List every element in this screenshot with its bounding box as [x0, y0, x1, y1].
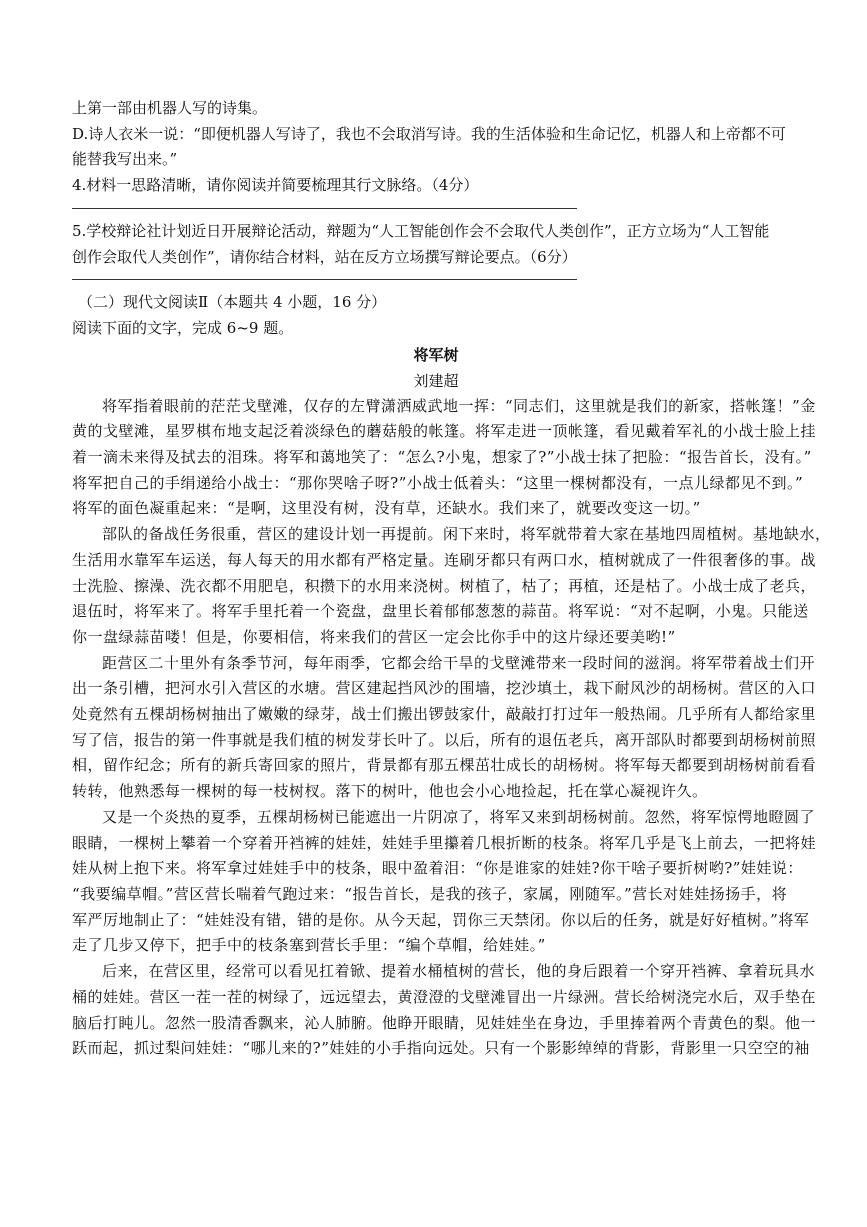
paragraph-line: 退伍时，将军来了。将军手里托着一个瓷盘，盘里长着郁郁葱葱的蒜苗。将军说：“对不起啊，小鬼。只能送 [72, 602, 809, 621]
question-4: 4.材料一思路清晰，请你阅读并简要梳理其行文脉络。（4分） [72, 176, 479, 195]
question-5-block [72, 219, 800, 270]
paragraph-line: 部队的备战任务很重，营区的建设计划一再提前。闲下来时，将军就带着大家在基地四周植树。基地缺水， [102, 525, 831, 544]
text-line: 能替我写出来。” [72, 150, 178, 169]
reading-instruction: 阅读下面的文字，完成 6~9 题。 [72, 318, 294, 337]
paragraph-line: 将军指着眼前的茫茫戈壁滩，仅存的左臂潇洒威武地一挥：“同志们，这里就是我们的新家，搭帐篷！”金 [102, 396, 816, 415]
paragraph-line: 你一盘绿蒜苗喽！但是，你要相信，将来我们的营区一定会比你手中的这片绿还要美哟!” [72, 627, 676, 646]
paragraph-line: 写了信，报告的第一件事就是我们植的树发芽长叶了。以后，所有的退伍老兵，离开部队时都要到胡杨树前照 [72, 730, 817, 749]
paragraph [72, 651, 817, 805]
paragraph-line: 将军的面色凝重起来：“是啊，这里没有树，没有草，还缺水。我们来了，就要改变这一切。” [72, 499, 701, 518]
text-line: 上第一部由机器人写的诗集。 [72, 99, 268, 117]
paragraph-line: 脑后打盹儿。忽然一股清香飘来，沁人肺腑。他睁开眼睛，见娃娃坐在身边，手里捧着两个青黄色的梨。他一 [72, 1013, 817, 1032]
question-5-line: 创作会取代人类创作”，请你结合材料，站在反方立场撰写辩论要点。（6分） [72, 247, 577, 266]
article-author: 刘建超 [413, 371, 459, 390]
paragraph [72, 394, 817, 523]
paragraph-line: 眼睛，一棵树上攀着一个穿着开裆裤的娃娃，娃娃手里攥着几根折断的枝条。将军几乎是飞上前去，一把将娃 [72, 833, 817, 852]
question-5-line: 5.学校辩论社计划近日开展辩论活动，辩题为“人工智能创作会不会取代人类创作”，正方立场为“人工智能 [72, 221, 770, 240]
paragraph-line: 走了几步又停下，把手中的枝条塞到营长手里：“编个草帽，给娃娃。” [72, 936, 546, 955]
paragraph-line: 士洗脸、擦澡、洗衣都不用肥皂，积攒下的水用来浇树。树植了，枯了；再植，还是枯了。小战士成了老兵， [72, 576, 817, 595]
paragraph-line: “我要编草帽。”营区营长喘着气跑过来：“报告首长，是我的孩子，家属，刚随军。”营长对娃娃扬扬手，将 [72, 884, 788, 903]
paragraph-line: 距营区二十里外有条季节河，每年雨季，它都会给干旱的戈壁滩带来一段时间的滋润。将军带着战士们开 [102, 653, 816, 672]
paragraph-line: 黄的戈壁滩，星罗棋布地支起泛着淡绿色的蘑菇般的帐篷。将军走进一顶帐篷，看见戴着军礼的小战士脸上挂 [72, 422, 817, 441]
paragraph-line: 跃而起，抓过梨问娃娃：“哪儿来的?”娃娃的小手指向远处。只有一个影影绰绰的背影，背影里一只空空的袖 [72, 1039, 810, 1058]
answer-line [72, 279, 577, 280]
paragraph-line: 处竟然有五棵胡杨树抽出了嫩嫩的绿芽，战士们搬出锣鼓家什，敲敲打打过年一般热闹。几乎所有人都给家里 [72, 705, 817, 724]
paragraph-line: 娃从树上抱下来。将军拿过娃娃手中的枝条，眼中盈着泪：“你是谁家的娃娃?你干啥子要折树哟?”娃娃说： [72, 859, 803, 878]
exam-page [72, 96, 831, 1062]
section-heading: （二）现代文阅读Ⅱ（本题共 4 小题，16 分） [78, 293, 387, 312]
top-text-block [72, 96, 800, 199]
paragraph-line: 又是一个炎热的夏季，五棵胡杨树已能遮出一片阴凉了，将军又来到胡杨树前。忽然，将军惊愕地瞪圆了 [102, 807, 816, 826]
paragraph-line: 将军把自己的手绢递给小战士：“那你哭啥子呀?”小战士低着头：“这里一棵树都没有，一点儿绿都见不到。” [72, 473, 804, 492]
paragraph-line: 后来，在营区里，经常可以看见扛着锨、提着水桶植树的营长，他的身后跟着一个穿开裆裤、拿着玩具水 [102, 962, 816, 981]
paragraph-line: 军严厉地制止了：“娃娃没有错，错的是你。从今天起，罚你三天禁闭。你以后的任务，就是好好植树。”将军 [72, 910, 810, 929]
text-line: D.诗人衣米一说：“即便机器人写诗了，我也不会取消写诗。我的生活体验和生命记忆，机器人和上帝都不可 [72, 124, 786, 143]
paragraph [72, 522, 831, 651]
article-title: 将军树 [413, 345, 459, 364]
paragraph-line: 桶的娃娃。营区一茬一茬的树绿了，远远望去，黄澄澄的戈壁滩冒出一片绿洲。营长给树浇完水后，双手垫在 [72, 987, 817, 1006]
paragraph-line: 着一滴未来得及拭去的泪珠。将军和蔼地笑了：“怎么?小鬼，想家了?”小战士抹了把脸：“报告首长，没有。” [72, 448, 812, 467]
paragraph [72, 805, 817, 959]
article-body [72, 394, 831, 1062]
paragraph-line: 生活用水靠军车运送，每人每天的用水都有严格定量。连刷牙都只有两口水，植树就成了一件很奢侈的事。战 [72, 550, 817, 569]
paragraph [72, 959, 817, 1062]
answer-line [72, 208, 577, 209]
paragraph-line: 出一条引槽，把河水引入营区的水塘。营区建起挡风沙的围墙，挖沙填土，栽下耐风沙的胡杨树。营区的入口 [72, 679, 817, 698]
paragraph-line: 相，留作纪念；所有的新兵寄回家的照片，背景都有那五棵茁壮成长的胡杨树。将军每天都要到胡杨树前看看 [72, 756, 817, 775]
paragraph-line: 转转，他熟悉每一棵树的每一枝树杈。落下的树叶，他也会小心地捡起，托在掌心凝视许久。 [72, 782, 708, 801]
